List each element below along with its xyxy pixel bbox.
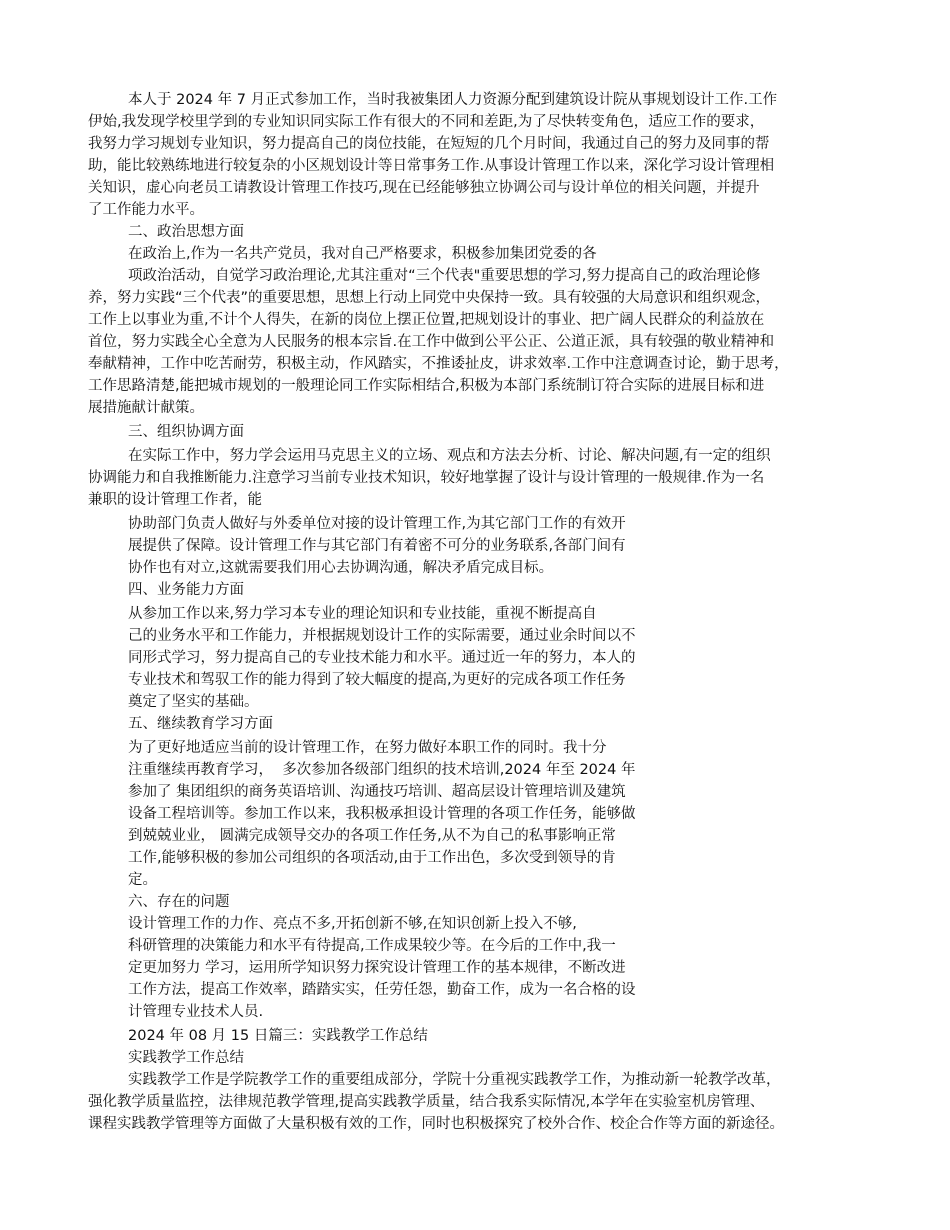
text-line: 从参加工作以来,努力学习本专业的理论知识和专业技能，重视不断提高自 — [128, 606, 597, 622]
text-line: 注重继续再教育学习， 多次参加各级部门组织的技术培训,2024 年至 2024 年 — [128, 762, 636, 778]
text-line: 关知识，虚心向老员工请教设计管理工作技巧,现在已经能够独立协调公司与设计单位的相关问题，并提升 — [88, 180, 760, 196]
text-line: 协调能力和自我推断能力.注意学习当前专业技术知识，较好地掌握了设计与设计管理的一般规律.作为一名 — [88, 470, 765, 486]
text-line: 科研管理的决策能力和水平有待提高,工作成果较少等。在今后的工作中,我一 — [128, 938, 616, 954]
text-line: 同形式学习，努力提高自己的专业技术能力和水平。通过近一年的努力，本人的 — [128, 650, 636, 666]
text-line: 奉献精神，工作中吃苦耐劳，积极主动，作风踏实，不推诿扯皮，讲求效率.工作中注意调查讨论，勤于思考， — [88, 356, 789, 372]
text-line: 强化教学质量监控，法律规范教学管理,提高实践教学质量，结合我系实际情况,本学年在实验室机房管理、 — [88, 1094, 765, 1110]
text-line: 到兢兢业业， 圆满完成领导交办的各项工作任务,从不为自己的私事影响正常 — [128, 828, 616, 844]
text-line: 课程实践教学管理等方面做了大量积极有效的工作，同时也积极探究了校外合作、校企合作等方面的新途径。 — [88, 1116, 784, 1132]
text-line: 工作,能够积极的参加公司组织的各项活动,由于工作出色，多次受到领导的肯 — [128, 850, 616, 866]
section-heading: 三、组织协调方面 — [128, 424, 244, 440]
article-title: 实践教学工作总结 — [128, 1050, 244, 1066]
text-line: 参加了 集团组织的商务英语培训、沟通技巧培训、超高层设计管理培训及建筑 — [128, 784, 626, 800]
text-line: 定。 — [128, 872, 157, 888]
text-line: 养，努力实践“三个代表”的重要思想，思想上行动上同党中央保持一致。具有较强的大局意识和组织观念， — [88, 290, 771, 306]
text-line: 展措施献计献策。 — [88, 400, 204, 416]
text-line: 伊始,我发现学校里学到的专业知识同实际工作有很大的不同和差距,为了尽快转变角色，适应工作的要求， — [88, 114, 765, 130]
text-line: 专业技术和驾驭工作的能力得到了较大幅度的提高,为更好的完成各项工作任务 — [128, 672, 626, 688]
text-line: 项政治活动，自觉学习政治理论,尤其注重对“三个代表"重要思想的学习,努力提高自己的政治理论修 — [128, 268, 761, 284]
text-line: 首位，努力实践全心全意为人民服务的根本宗旨.在工作中做到公平公正、公道正派，具有较强的敬业精神和 — [88, 334, 775, 350]
section-heading: 二、政治思想方面 — [128, 224, 244, 240]
section-heading: 五、继续教育学习方面 — [128, 716, 273, 732]
text-line: 工作思路清楚,能把城市规划的一般理论同工作实际相结合,积极为本部门系统制订符合实际的进展目标和进 — [88, 378, 765, 394]
text-line: 了工作能力水平。 — [88, 202, 204, 218]
text-line: 本人于 2024 年 7 月正式参加工作，当时我被集团人力资源分配到建筑设计院从事规划设计工作.工作 — [128, 92, 778, 108]
text-line: 助，能比较熟练地进行较复杂的小区规划设计等日常事务工作.从事设计管理工作以来，深化学习设计管理相 — [88, 158, 775, 174]
text-line: 在实际工作中，努力学会运用马克思主义的立场、观点和方法去分析、讨论、解决问题,有一定的组织 — [128, 448, 771, 464]
text-line: 我努力学习规划专业知识，努力提高自己的岗位技能，在短短的几个月时间，我通过自己的努力及同事的帮 — [88, 136, 770, 152]
text-line: 工作方法，提高工作效率，踏踏实实，任劳任怨，勤奋工作，成为一名合格的设 — [128, 982, 636, 998]
text-line: 协作也有对立,这就需要我们用心去协调沟通，解决矛盾完成目标。 — [128, 560, 554, 576]
text-line: 己的业务水平和工作能力，并根据规划设计工作的实际需要，通过业余时间以不 — [128, 628, 636, 644]
text-line: 计管理专业技术人员. — [128, 1004, 264, 1020]
text-line: 实践教学工作是学院教学工作的重要组成部分，学院十分重视实践教学工作，为推动新一轮教学改革， — [128, 1072, 781, 1088]
text-line: 协助部门负责人做好与外委单位对接的设计管理工作,为其它部门工作的有效开 — [128, 516, 626, 532]
section-heading: 四、业务能力方面 — [128, 582, 244, 598]
text-line: 工作上以事业为重,不计个人得失，在新的岗位上摆正位置,把规划设计的事业、把广阔人民群众的利益放在 — [88, 312, 765, 328]
section-heading: 六、存在的问题 — [128, 894, 230, 910]
text-line: 在政治上,作为一名共产党员，我对自己严格要求，积极参加集团党委的各 — [128, 246, 597, 262]
text-line: 为了更好地适应当前的设计管理工作，在努力做好本职工作的同时。我十分 — [128, 740, 607, 756]
text-line: 展提供了保障。设计管理工作与其它部门有着密不可分的业务联系,各部门间有 — [128, 538, 626, 554]
text-line: 兼职的设计管理工作者，能 — [88, 492, 262, 508]
text-line: 奠定了坚实的基础。 — [128, 694, 259, 710]
article-date-heading: 2024 年 08 月 15 日篇三：实践教学工作总结 — [128, 1028, 428, 1044]
text-line: 定更加努力 学习，运用所学知识努力探究设计管理工作的基本规律，不断改进 — [128, 960, 626, 976]
text-line: 设备工程培训等。参加工作以来，我积极承担设计管理的各项工作任务，能够做 — [128, 806, 636, 822]
text-line: 设计管理工作的力作、亮点不多,开拓创新不够,在知识创新上投入不够, — [128, 916, 577, 932]
